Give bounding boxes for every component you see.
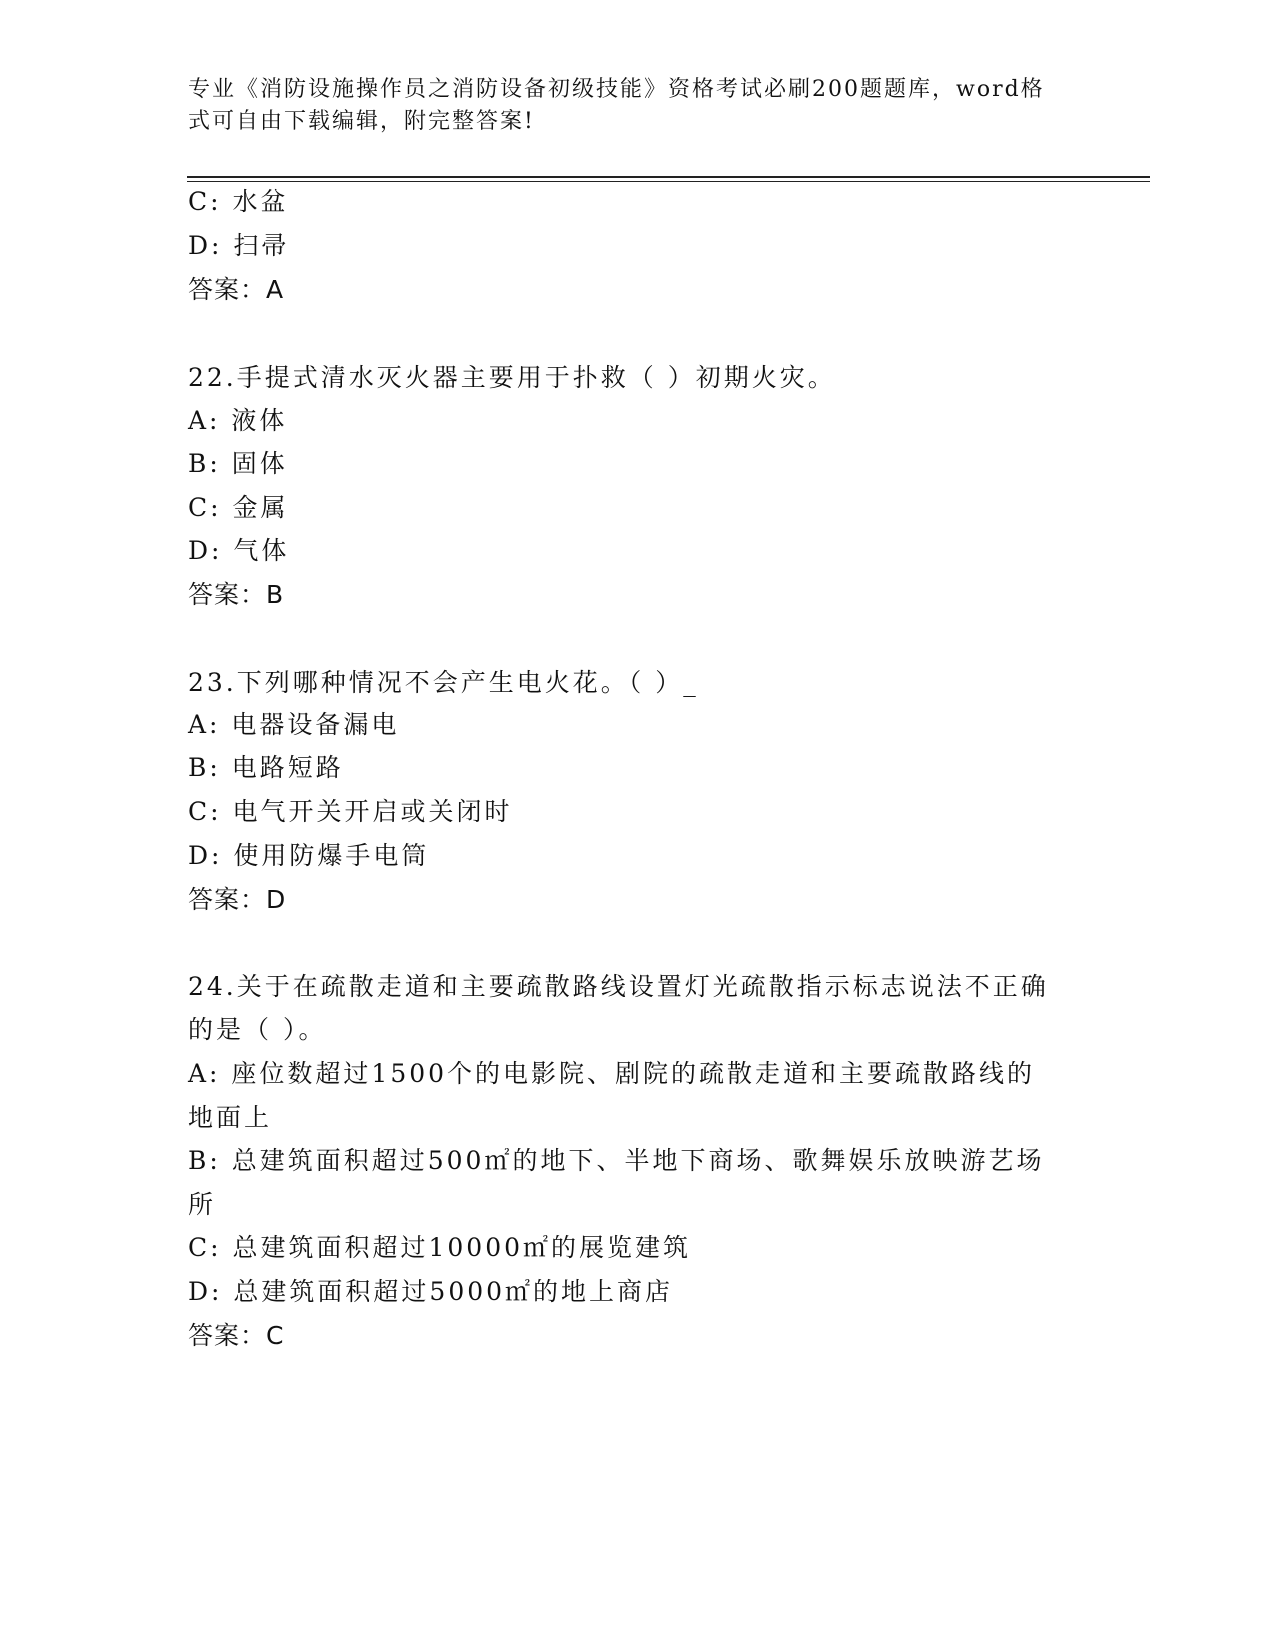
option-b-line-2: 所 bbox=[188, 1190, 217, 1219]
option-c: C: 金属 bbox=[188, 493, 289, 522]
option-d: D: 气体 bbox=[188, 536, 290, 565]
option-b: B: 电路短路 bbox=[188, 753, 344, 782]
document-header bbox=[188, 74, 1068, 138]
option-a: A: 电器设备漏电 bbox=[188, 710, 400, 739]
option-d: D: 扫帚 bbox=[188, 231, 290, 260]
question-stem: 23.下列哪种情况不会产生电火花。（ ）_ bbox=[188, 668, 699, 697]
option-d: D: 使用防爆手电筒 bbox=[188, 841, 430, 870]
option-a: A: 液体 bbox=[188, 406, 288, 435]
answer: 答案：A bbox=[188, 275, 285, 304]
option-b-line-1: B: 总建筑面积超过500㎡的地下、半地下商场、歌舞娱乐放映游艺场 bbox=[188, 1146, 1045, 1175]
header-divider-thick bbox=[187, 176, 1150, 178]
header-line-1: 专业《消防设施操作员之消防设备初级技能》资格考试必刷200题题库，word格 bbox=[188, 77, 1045, 102]
question-stem: 22.手提式清水灭火器主要用于扑救（ ）初期火灾。 bbox=[188, 363, 836, 392]
answer: 答案：C bbox=[188, 1321, 285, 1350]
option-a-line-1: A: 座位数超过1500个的电影院、剧院的疏散走道和主要疏散路线的 bbox=[188, 1059, 1036, 1088]
header-divider-thin bbox=[187, 181, 1150, 182]
option-c: C: 水盆 bbox=[188, 187, 289, 216]
option-c: C: 总建筑面积超过10000㎡的展览建筑 bbox=[188, 1233, 692, 1262]
question-stem-line-2: 的是（ ）。 bbox=[188, 1015, 327, 1044]
question-stem-line-1: 24.关于在疏散走道和主要疏散路线设置灯光疏散指示标志说法不正确 bbox=[188, 972, 1049, 1001]
answer: 答案：B bbox=[188, 580, 285, 609]
option-a-line-2: 地面上 bbox=[188, 1103, 273, 1132]
answer: 答案：D bbox=[188, 885, 287, 914]
option-b: B: 固体 bbox=[188, 449, 288, 478]
header-line-2: 式可自由下载编辑，附完整答案! bbox=[188, 109, 535, 134]
option-c: C: 电气开关开启或关闭时 bbox=[188, 797, 513, 826]
option-d: D: 总建筑面积超过5000㎡的地上商店 bbox=[188, 1277, 674, 1306]
